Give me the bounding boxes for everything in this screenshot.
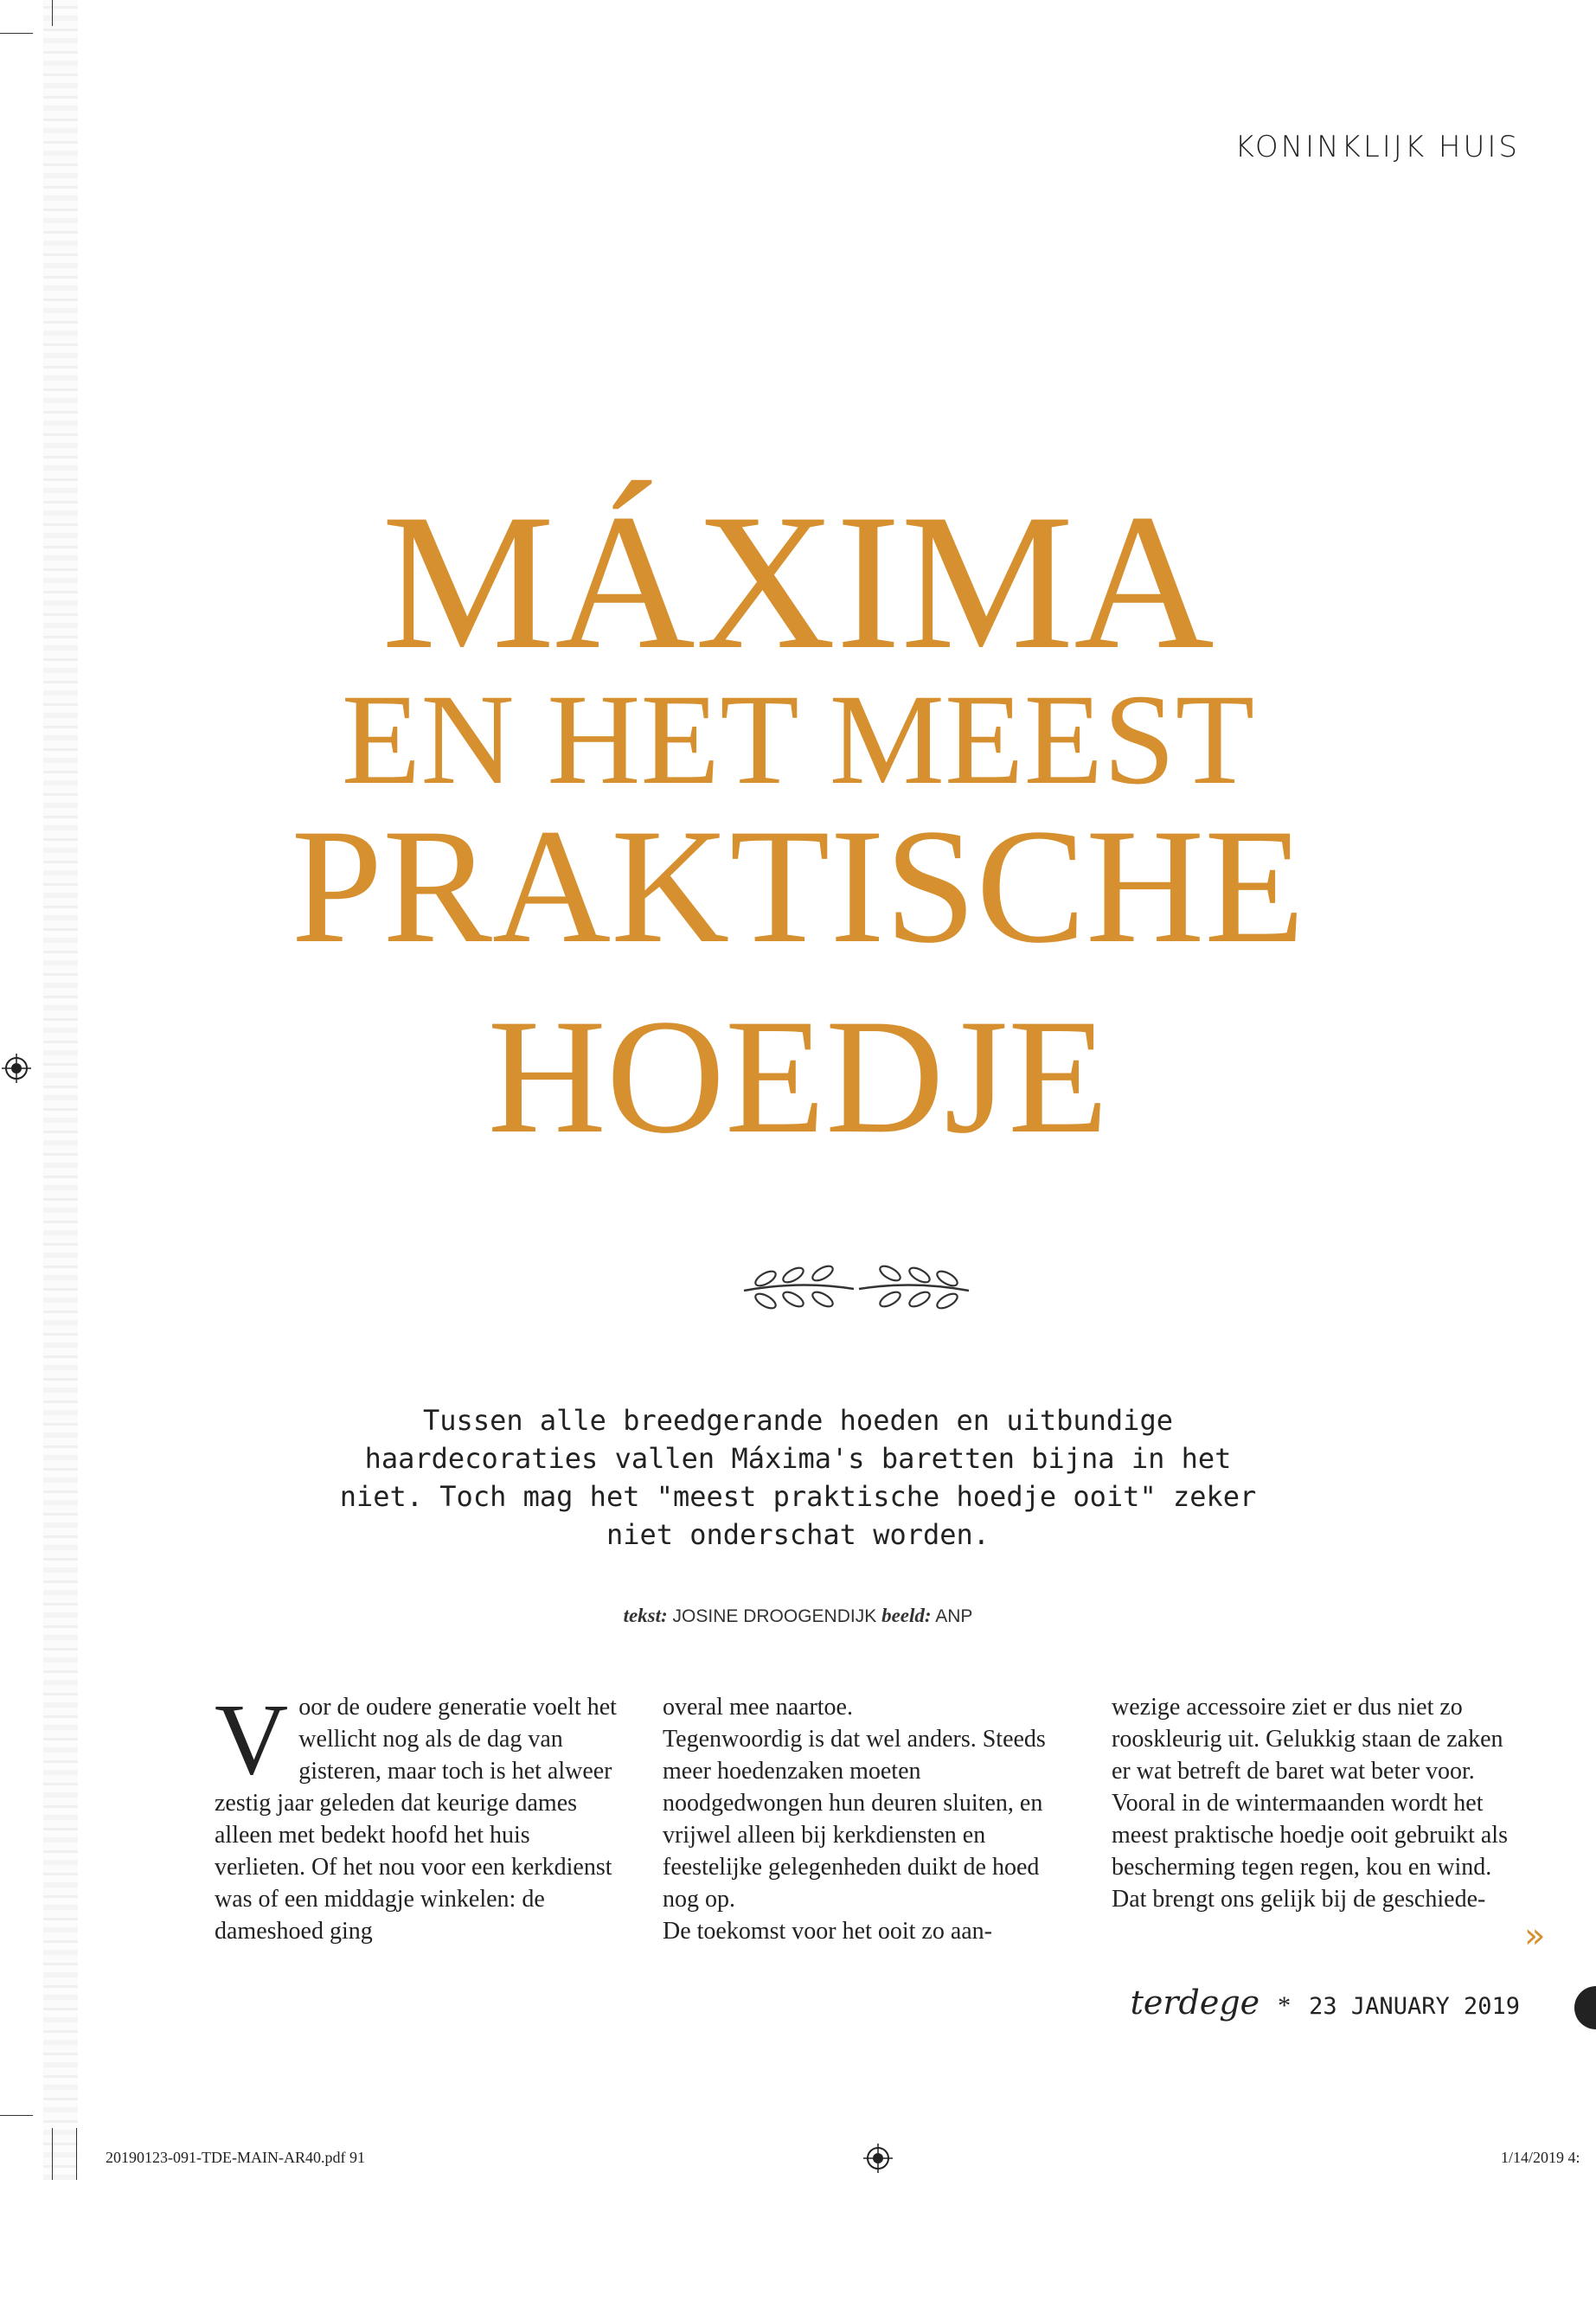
- magazine-logo: terdege: [1130, 1984, 1260, 2022]
- body-paragraph: Dat brengt ons gelijk bij de geschiede-: [1112, 1886, 1486, 1913]
- body-paragraph: overal mee naartoe.: [663, 1694, 853, 1721]
- byline: [0, 1605, 1596, 1627]
- continue-arrow-icon: »: [1524, 1916, 1546, 1956]
- section-label: KONINKLIJK HUIS: [1234, 130, 1520, 164]
- crop-mark: [52, 0, 53, 26]
- crop-mark: [0, 2115, 33, 2116]
- body-paragraph: Tegenwoordig is dat wel anders. Steeds meer hoedenzaken moeten noodgedwongen hun deuren sluiten, en vrijwel alleen bij kerkdiensten en feestelijke gelegenheden duikt de hoed nog op.: [663, 1726, 1046, 1913]
- headline-line-1: MÁXIMA: [381, 473, 1215, 689]
- body-column-2: [663, 1691, 1069, 1947]
- crop-mark: [0, 33, 33, 34]
- headline-line-4: HOEDJE: [487, 986, 1109, 1168]
- credit-image-label: beeld:: [881, 1605, 932, 1626]
- crop-mark: [76, 2128, 77, 2180]
- page-number-tab: [1574, 1986, 1596, 2029]
- print-slug-date: 1/14/2019 4:: [1501, 2149, 1580, 2166]
- headline-line-3: PRAKTISCHE: [291, 796, 1305, 977]
- credit-image-source: ANP: [935, 1606, 973, 1626]
- crop-mark: [52, 2128, 53, 2180]
- issue-date: 23 JANUARY 2019: [1309, 1993, 1520, 2020]
- body-paragraph: wezige accessoire ziet er dus niet zo rooskleurig uit. Gelukkig staan de zaken er wat betreft de baret wat beter voor. Vooral in de wintermaanden wordt het meest praktische hoedje ooit gebruikt als bescherming tegen regen, kou en wind.: [1112, 1694, 1508, 1881]
- separator-star: *: [1278, 1991, 1292, 2020]
- registration-mark-icon: [863, 2144, 893, 2173]
- body-column-3: [1112, 1691, 1518, 1915]
- print-slug-file: 20190123-091-TDE-MAIN-AR40.pdf 91: [106, 2149, 365, 2166]
- credit-author: JOSINE DROOGENDIJK: [672, 1606, 877, 1626]
- page-footer: [1131, 1984, 1520, 2022]
- headline-line-2: EN HET MEEST: [341, 668, 1255, 811]
- body-column-1: [215, 1682, 621, 1947]
- intro-text: Tussen alle breedgerande hoeden en uitbundige haardecoraties vallen Máxima's baretten bijna in het niet. Toch mag het "meest praktische hoedje ooit" zeker niet onderschat worden.: [339, 1404, 1257, 1551]
- drop-cap: V: [215, 1682, 289, 1796]
- body-paragraph: oor de oudere generatie voelt het wellicht nog als de dag van gisteren, maar toch is het alweer zestig jaar geleden dat keurige dames alleen met bedekt hoofd het huis verlieten. Of het nou voor een kerkdienst was of een middagje winkelen: de dameshoed ging: [215, 1694, 617, 1945]
- body-paragraph: De toekomst voor het ooit zo aan-: [663, 1918, 993, 1945]
- leaf-ornament-icon: [740, 1254, 973, 1324]
- credit-text-label: tekst:: [623, 1605, 668, 1626]
